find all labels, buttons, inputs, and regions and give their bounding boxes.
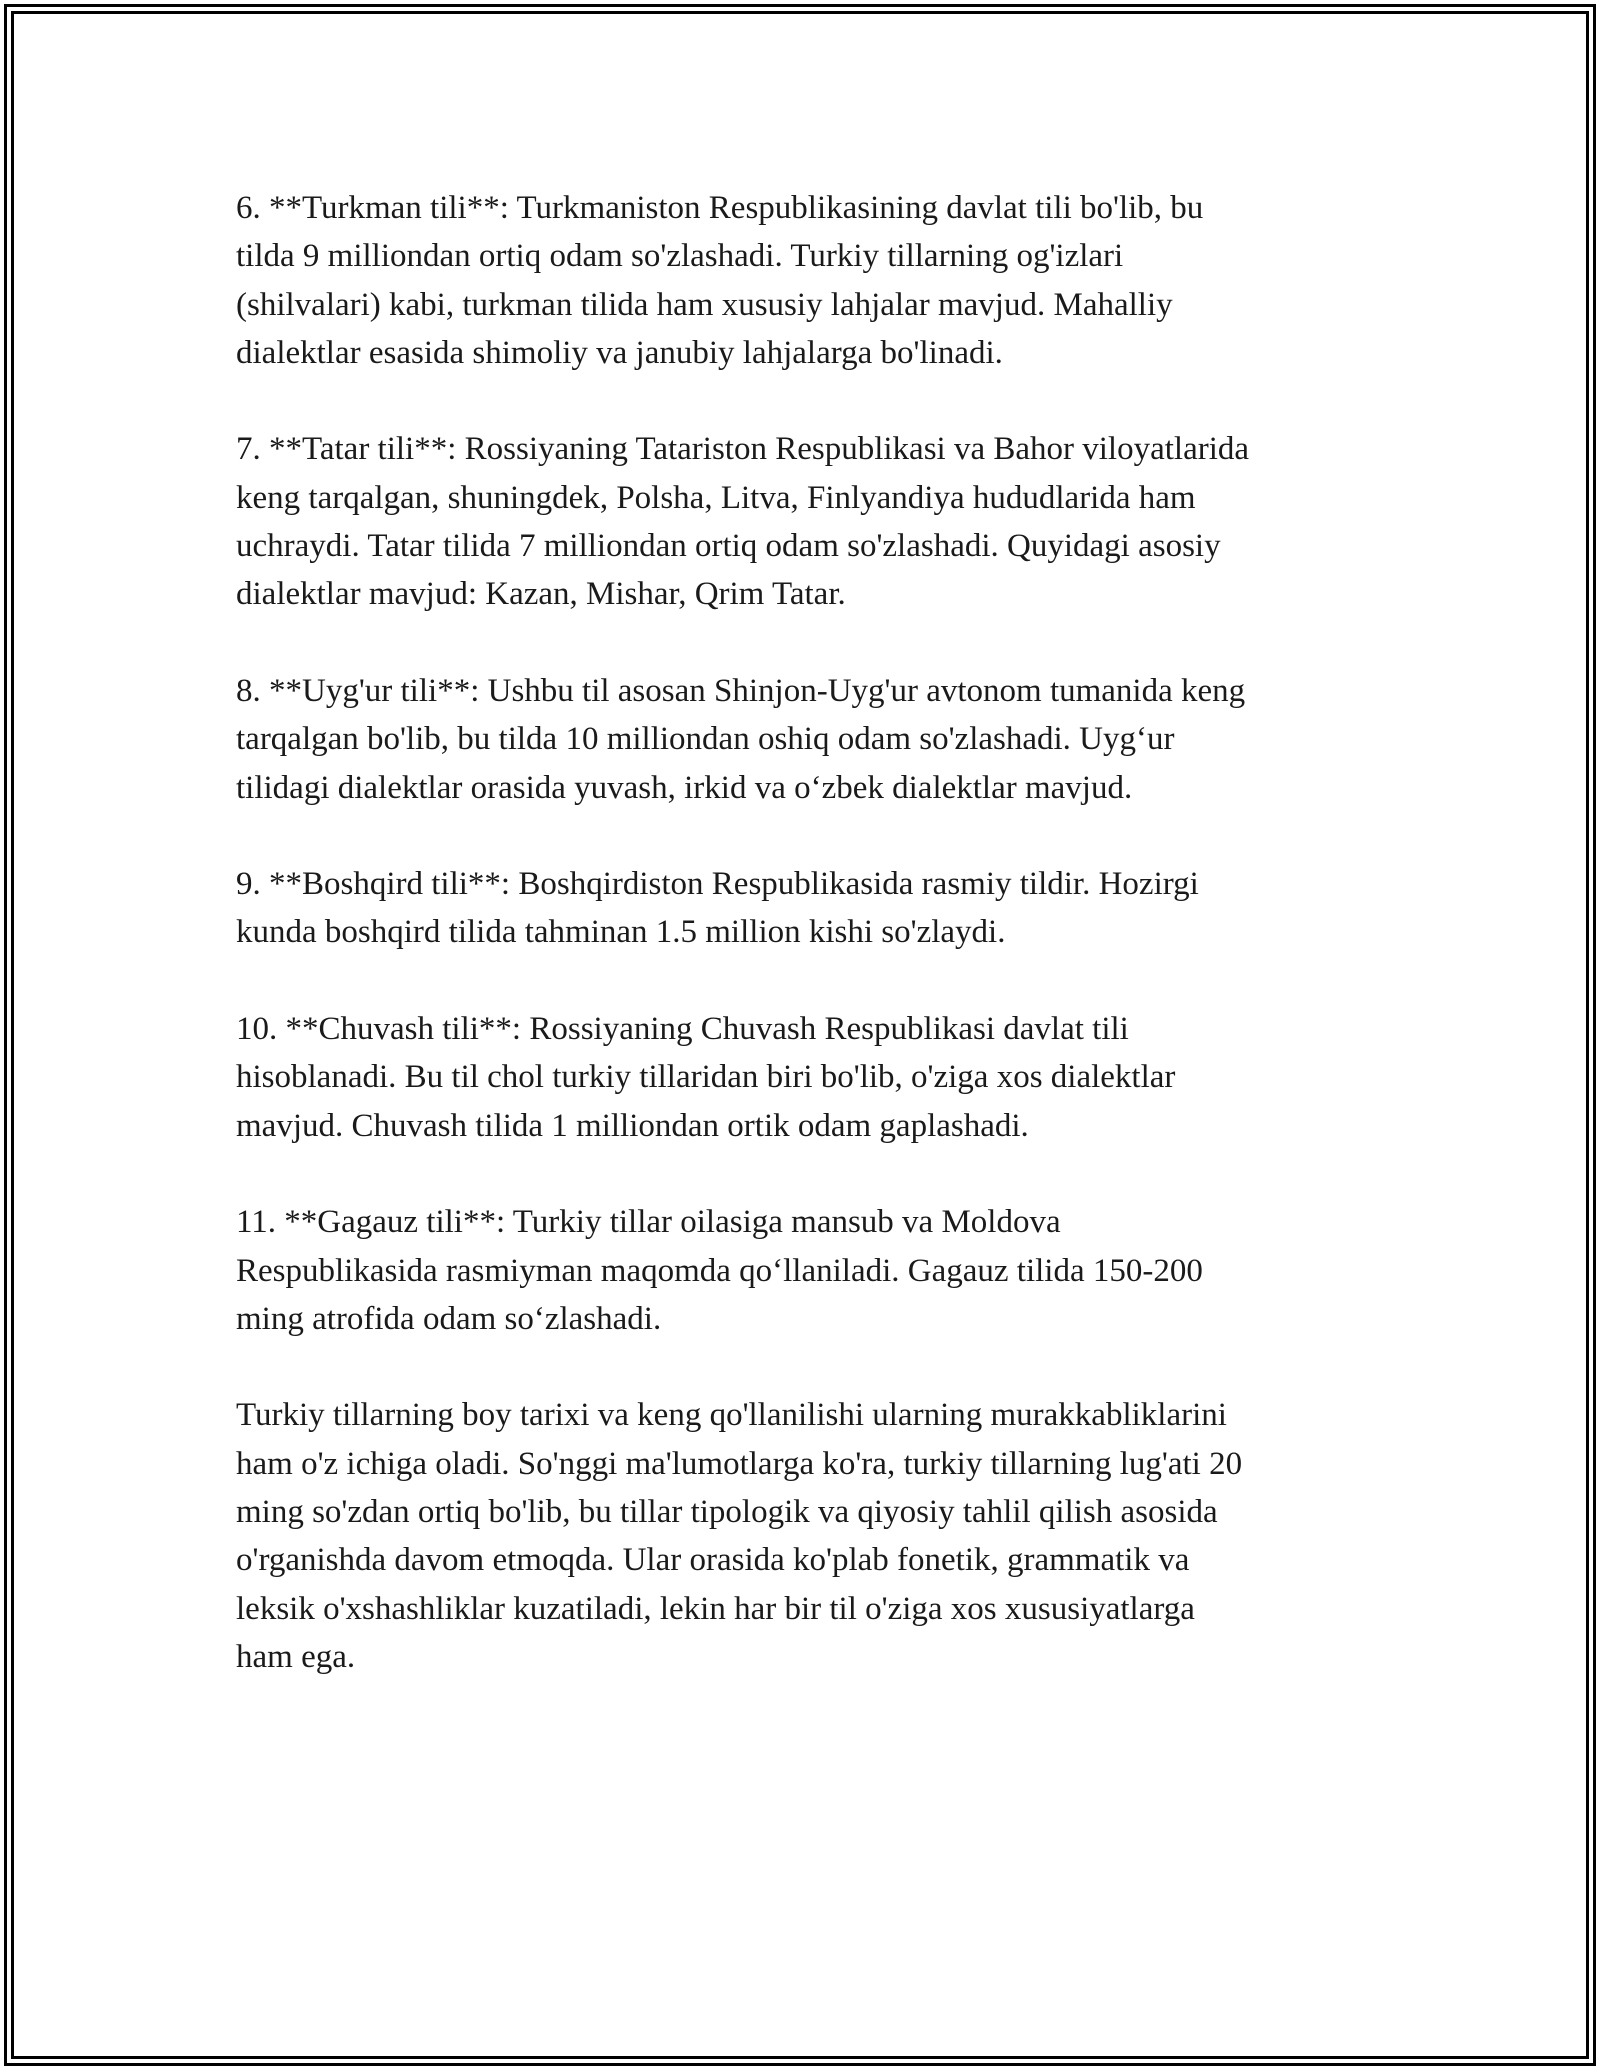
paragraph-chuvash: 10. **Chuvash tili**: Rossiyaning Chuvash Respublikasi davlat tili hisoblanadi. Bu til chol turkiy tillaridan biri bo'lib, o'ziga xos dialektlar mavjud. Chuvash tilida 1 milliondan ortik odam gaplashadi. bbox=[236, 1011, 1176, 1144]
paragraph-bashkir: 9. **Boshqird tili**: Boshqirdiston Respublikasida rasmiy tildir. Hozirgi kunda boshqird tilida tahminan 1.5 million kishi so'zlaydi. bbox=[236, 866, 1199, 951]
paragraph-gagauz: 11. **Gagauz tili**: Turkiy tillar oilasiga mansub va Moldova Respublikasida rasmiyman maqomda qo‘llaniladi. Gagauz tilida 150-200 ming atrofida odam so‘zlashadi. bbox=[236, 1204, 1203, 1337]
paragraph-tatar: 7. **Tatar tili**: Rossiyaning Tatariston Respublikasi va Bahor viloyatlarida keng tarqalgan, shuningdek, Polsha, Litva, Finlyandiya hududlarida ham uchraydi. Tatar tilida 7 milliondan ortiq odam so'zlashadi. Quyidagi asosiy dialektlar mavjud: Kazan, Mishar, Qrim Tatar. bbox=[236, 431, 1250, 613]
document-body bbox=[236, 184, 1396, 1681]
paragraph-turkman: 6. **Turkman tili**: Turkmaniston Respublikasining davlat tili bo'lib, bu tilda 9 milliondan ortiq odam so'zlashadi. Turkiy tillarning og'izlari (shilvalari) kabi, turkman tilida ham xususiy lahjalar mavjud. Mahalliy dialektlar esasida shimoliy va janubiy lahjalarga bo'linadi. bbox=[236, 190, 1204, 371]
paragraph-uyghur: 8. **Uyg'ur tili**: Ushbu til asosan Shinjon-Uyg'ur avtonom tumanida keng tarqalgan bo'lib, bu tilda 10 milliondan oshiq odam so'zlashadi. Uyg‘ur tilidagi dialektlar orasida yuvash, irkid va o‘zbek dialektlar mavjud. bbox=[236, 672, 1246, 806]
paragraph-conclusion: Turkiy tillarning boy tarixi va keng qo'llanilishi ularning murakkabliklarini ham o'z ichiga oladi. So'nggi ma'lumotlarga ko'ra, turkiy tillarning lug'ati 20 ming so'zdan ortiq bo'lib, bu tillar tipologik va qiyosiy tahlil qilish asosida o'rganishda davom etmoqda. Ular orasida ko'plab fonetik, grammatik va leksik o'xshashliklar kuzatiladi, lekin har bir til o'ziga xos xususiyatlarga ham ega. bbox=[236, 1397, 1243, 1675]
